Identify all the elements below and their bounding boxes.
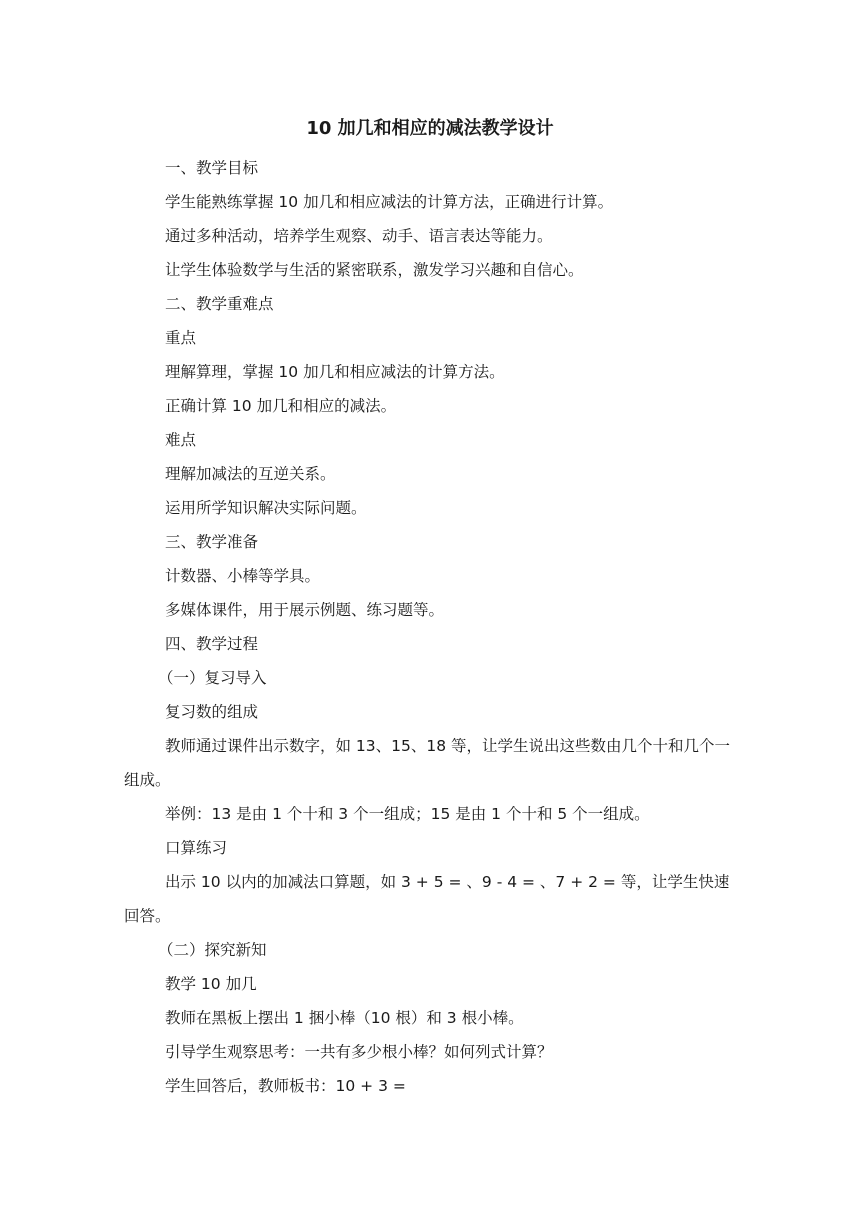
subheading-difficult-points: 难点 bbox=[165, 431, 197, 449]
goal-item: 让学生体验数学与生活的紧密联系，激发学习兴趣和自信心。 bbox=[165, 261, 584, 279]
heading-key-difficult-points: 二、教学重难点 bbox=[165, 295, 274, 313]
process-paragraph: 教师通过课件出示数字，如 13、15、18 等，让学生说出这些数由几个十和几个一组成。 bbox=[124, 737, 731, 789]
process-example: 举例：13 是由 1 个十和 3 个一组成；15 是由 1 个十和 5 个一组成。 bbox=[165, 805, 650, 823]
heading-teaching-goals: 一、教学目标 bbox=[165, 159, 259, 177]
goal-item: 学生能熟练掌握 10 加几和相应减法的计算方法，正确进行计算。 bbox=[165, 193, 614, 211]
difficult-point-item: 运用所学知识解决实际问题。 bbox=[165, 499, 367, 517]
preparation-item: 计数器、小棒等学具。 bbox=[165, 567, 321, 585]
difficult-point-item: 理解加减法的互逆关系。 bbox=[165, 465, 336, 483]
process-paragraph: 学生回答后，教师板书：10 + 3 = bbox=[165, 1077, 406, 1095]
step-title-oral-practice: 口算练习 bbox=[165, 839, 228, 857]
heading-teaching-process: 四、教学过程 bbox=[165, 635, 259, 653]
step-title-ten-plus: 教学 10 加几 bbox=[165, 975, 257, 993]
subheading-explore-new: （二）探究新知 bbox=[158, 941, 267, 959]
document-body bbox=[0, 151, 860, 1103]
process-paragraph: 出示 10 以内的加减法口算题，如 3 + 5 = 、9 - 4 = 、7 + 2 = 等，让学生快速回答。 bbox=[124, 873, 730, 925]
step-title-review-composition: 复习数的组成 bbox=[165, 703, 259, 721]
process-paragraph: 引导学生观察思考：一共有多少根小棒？如何列式计算？ bbox=[165, 1043, 553, 1061]
key-point-item: 理解算理，掌握 10 加几和相应减法的计算方法。 bbox=[165, 363, 505, 381]
subheading-key-points: 重点 bbox=[165, 329, 197, 347]
process-paragraph: 教师在黑板上摆出 1 捆小棒（10 根）和 3 根小棒。 bbox=[165, 1009, 524, 1027]
heading-teaching-preparation: 三、教学准备 bbox=[165, 533, 259, 551]
document-title: 10 加几和相应的减法教学设计 bbox=[306, 118, 554, 139]
subheading-review-intro: （一）复习导入 bbox=[158, 669, 267, 687]
goal-item: 通过多种活动，培养学生观察、动手、语言表达等能力。 bbox=[165, 227, 553, 245]
preparation-item: 多媒体课件，用于展示例题、练习题等。 bbox=[165, 601, 445, 619]
key-point-item: 正确计算 10 加几和相应的减法。 bbox=[165, 397, 397, 415]
